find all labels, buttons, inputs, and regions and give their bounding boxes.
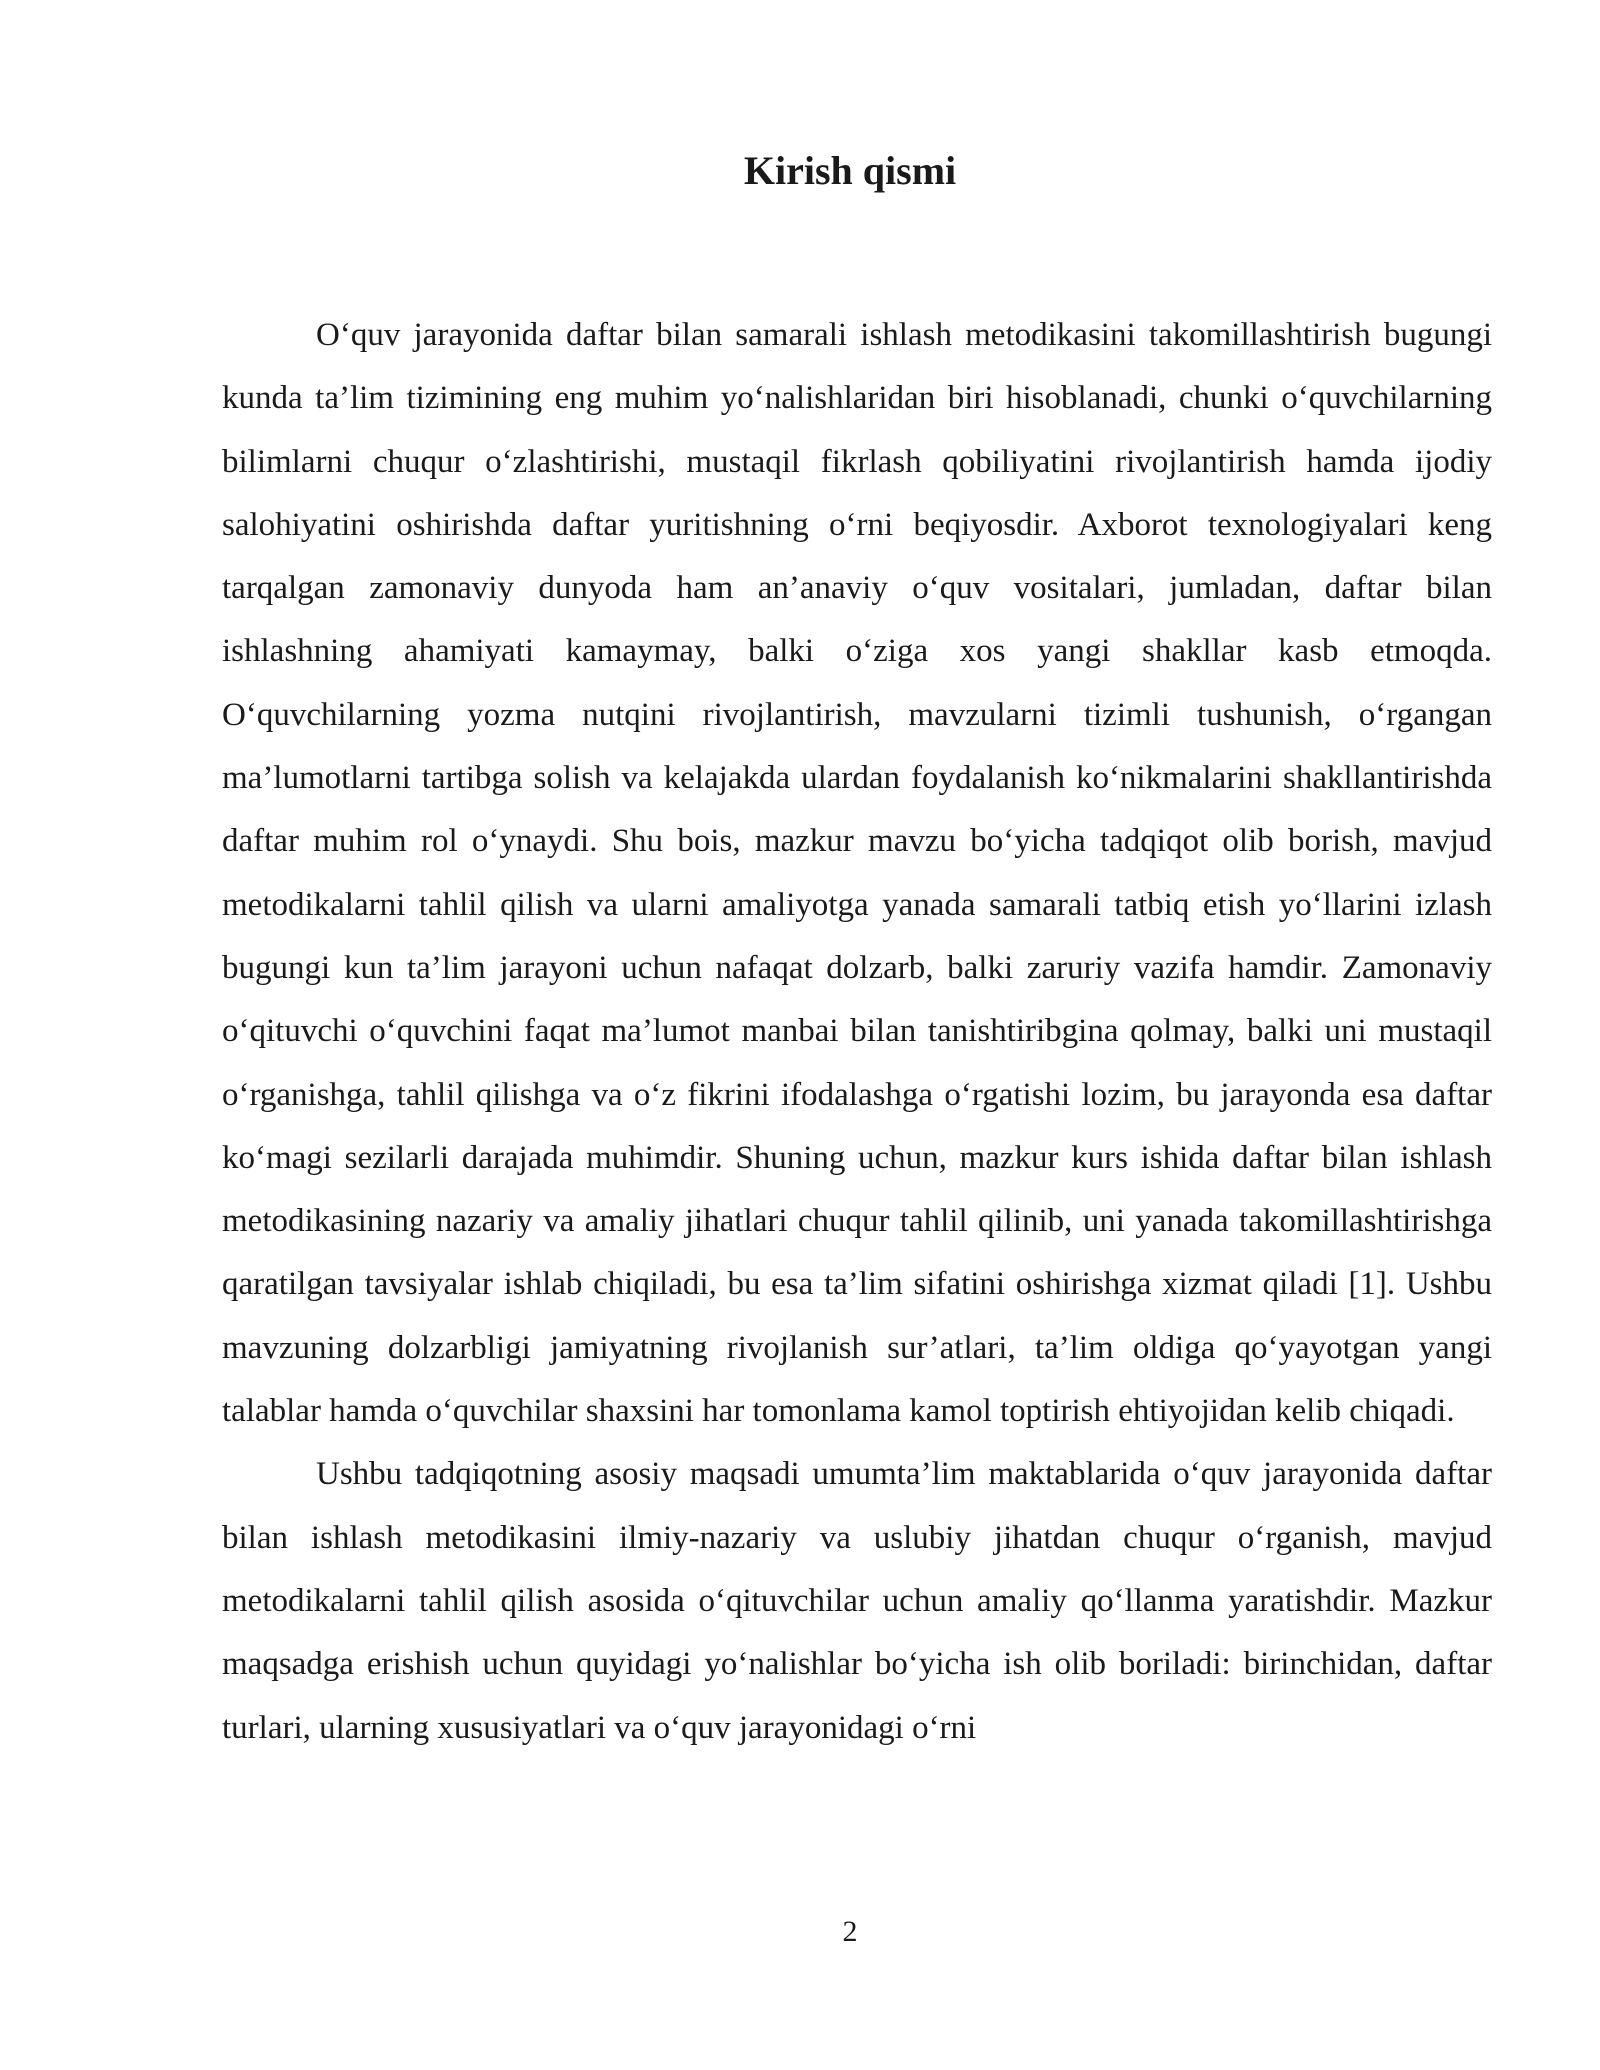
paragraph-1: O‘quv jarayonida daftar bilan samarali ishlash metodikasini takomillashtirish bugungi kunda ta’lim tizimining eng muhim yo‘nalishlaridan biri hisoblanadi, chunki o‘quvchilarning bilimlarni chuqur o‘zlashtirishi, mustaqil fikrlash qobiliyatini rivojlantirish hamda ijodiy salohiyatini oshirishda daftar yuritishning o‘rni beqiyosdir. Axborot texnologiyalari keng tarqalgan zamonaviy dunyoda ham an’anaviy o‘quv vositalari, jumladan, daftar bilan ishlashning ahamiyati kamaymay, balki o‘ziga xos yangi shakllar kasb etmoqda. O‘quvchilarning yozma nutqini rivojlantirish, mavzularni tizimli tushunish, o‘rgangan ma’lumotlarni tartibga solish va kelajakda ulardan foydalanish ko‘nikmalarini shakllantirishda daftar muhim rol o‘ynaydi. Shu bois, mazkur mavzu bo‘yicha tadqiqot olib borish, mavjud metodikalarni tahlil qilish va ularni amaliyotga yanada samarali tatbiq etish yo‘llarini izlash bugungi kun ta’lim jarayoni uchun nafaqat dolzarb, balki zaruriy vazifa hamdir. Zamonaviy o‘qituvchi o‘quvchini faqat ma’lumot manbai bilan tanishtiribgina qolmay, balki uni mustaqil o‘rganishga, tahlil qilishga va o‘z fikrini ifodalashga o‘rgatishi lozim, bu jarayonda esa daftar ko‘magi sezilarli darajada muhimdir. Shuning uchun, mazkur kurs ishida daftar bilan ishlash metodikasining nazariy va amaliy jihatlari chuqur tahlil qilinib, uni yanada takomillashtirishga qaratilgan tavsiyalar ishlab chiqiladi, bu esa ta’lim sifatini oshirishga xizmat qiladi [1]. Ushbu mavzuning dolzarbligi jamiyatning rivojlanish sur’atlari, ta’lim oldiga qo‘yayotgan yangi talablar hamda o‘quvchilar shaxsini har tomonlama kamol toptirish ehtiyojidan kelib chiqadi. xyxy=(222,317,1492,1430)
page-number: 2 xyxy=(842,1915,858,1948)
title-container xyxy=(0,146,1600,196)
page-title: Kirish qismi xyxy=(743,148,957,193)
body-text xyxy=(222,304,1492,1760)
page-number-container xyxy=(0,1912,1600,1952)
paragraph-2: Ushbu tadqiqotning asosiy maqsadi umumta’lim maktablarida o‘quv jarayonida daftar bilan ishlash metodikasini ilmiy-nazariy va uslubiy jihatdan chuqur o‘rganish, mavjud metodikalarni tahlil qilish asosida o‘qituvchilar uchun amaliy qo‘llanma yaratishdir. Mazkur maqsadga erishish uchun quyidagi yo‘nalishlar bo‘yicha ish olib boriladi: birinchidan, daftar turlari, ularning xususiyatlari va o‘quv jarayonidagi o‘rni xyxy=(222,1456,1492,1746)
